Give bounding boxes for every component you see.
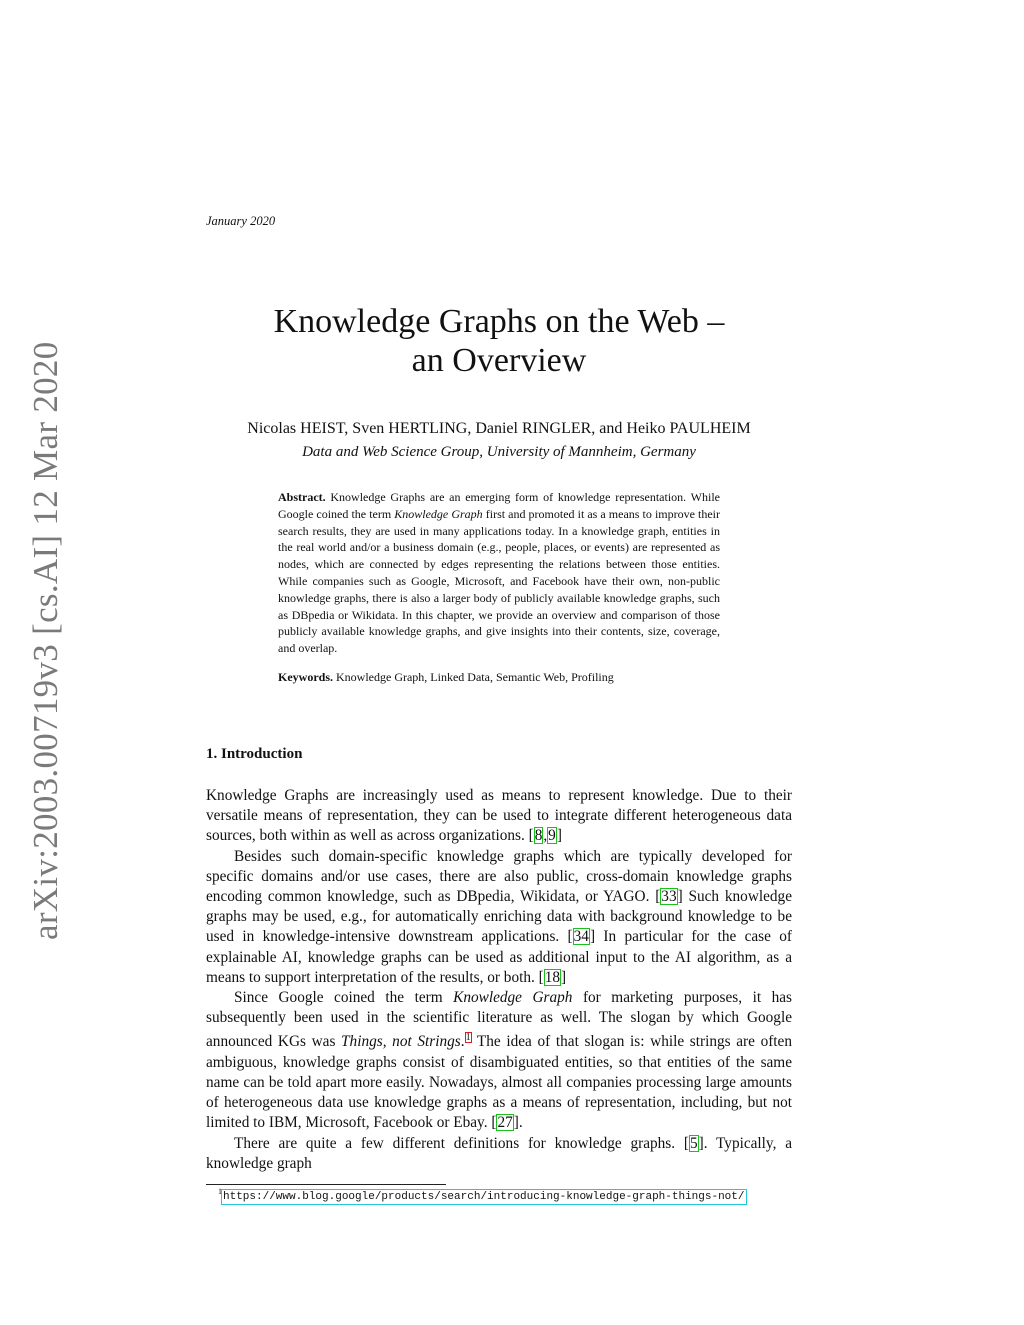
citation-link-27[interactable]: 27 xyxy=(497,1114,513,1132)
abstract-text-2: first and promoted it as a means to improve their search results, they are used in many applications today. In a knowledge graph, entities in the real world and/or a business domain (e.g., people, places, or events) are represented as nodes, which are connected by edges representing the relations between those entities. While companies such as Google, Microsoft, and Facebook have their own, non-public knowledge graphs, there is also a larger body of publicly available knowledge graphs, such as DBpedia or Wikidata. In this chapter, we provide an overview and comparison of those publicly available knowledge graphs, and give insights into their contents, size, coverage, and overlap. xyxy=(278,506,720,656)
paragraph-1 xyxy=(206,786,792,847)
keywords xyxy=(278,670,720,685)
abstract-text-1: Knowledge Graphs are an emerging form of knowledge representation. While Google coined the term xyxy=(278,490,720,521)
paragraph-4 xyxy=(206,1134,792,1174)
paper-title xyxy=(206,302,792,380)
paragraph-3 xyxy=(206,988,792,1134)
keywords-label: Keywords. xyxy=(278,670,333,684)
footnote xyxy=(218,1187,745,1203)
citation-bracket: ] xyxy=(556,827,562,845)
citation-link-18[interactable]: 18 xyxy=(544,968,561,986)
paragraph-text: There are quite a few different definitions for knowledge graphs. [ xyxy=(234,1134,689,1152)
citation-link-8[interactable]: 8 xyxy=(534,827,543,845)
citation-link-34[interactable]: 34 xyxy=(573,928,589,946)
citation-link-5[interactable]: 5 xyxy=(689,1134,698,1152)
paragraph-text: . xyxy=(460,1033,465,1051)
paragraph-text: ]. Typically, a knowledge graph xyxy=(206,1134,792,1172)
emphasis-text: Things, not Strings xyxy=(341,1033,461,1051)
affiliation: Data and Web Science Group, University of Mannheim, Germany xyxy=(302,444,696,460)
abstract-emphasis: Knowledge Graph xyxy=(394,506,483,521)
footnote-link-1[interactable]: 1 xyxy=(465,1032,471,1044)
paragraph-2 xyxy=(206,847,792,988)
title-line-2: an Overview xyxy=(411,342,587,379)
footnote-number: 1 xyxy=(218,1187,222,1196)
paragraph-text: Since Google coined the term xyxy=(234,989,454,1007)
keywords-text: Knowledge Graph, Linked Data, Semantic Web, Profiling xyxy=(336,670,614,684)
paragraph-text: Besides such domain-specific knowledge graphs which are typically developed for specific domains and/or use cases, there are also public, cross-domain knowledge graphs encoding common knowledge, such as DBpedia, Wikidata, or YAGO. [ xyxy=(206,847,792,906)
paragraph-text: for marketing purposes, it has subsequently been used in the scientific literature as well. The slogan by which Google announced KGs was xyxy=(206,989,792,1051)
emphasis-text: Knowledge Graph xyxy=(453,989,573,1007)
paragraph-text: ] In particular for the case of explainable AI, knowledge graphs can be used as additional input to the AI algorithm, as a means to support interpretation of the results, or both. [ xyxy=(206,928,792,986)
citation-separator: , xyxy=(543,827,548,845)
citation-link-33[interactable]: 33 xyxy=(661,888,677,906)
arxiv-identifier: arXiv:2003.00719v3 [cs.AI] 12 Mar 2020 xyxy=(26,341,65,940)
header-date: January 2020 xyxy=(206,214,276,228)
abstract xyxy=(278,489,720,657)
title-line-1: Knowledge Graphs on the Web – xyxy=(273,303,725,340)
section-heading-introduction: 1. Introduction xyxy=(206,746,303,762)
paragraph-text: ]. xyxy=(513,1114,523,1132)
paragraph-text: The idea of that slogan is: while strings are often ambiguous, knowledge graphs consist of disambiguated entities, so that entities of the same name can be told apart more easily. Nowadays, almost all companies processing large amounts of heterogeneous data use knowledge graphs as a means of representation, including, but not limited to IBM, Microsoft, Facebook or Ebay. [ xyxy=(206,1033,792,1132)
footnote-url-link[interactable]: https://www.blog.google/products/search/introducing-knowledge-graph-things-not/ xyxy=(223,1190,745,1203)
citation-bracket: ] xyxy=(561,968,567,986)
paragraph-text: Knowledge Graphs are increasingly used as means to represent knowledge. Due to their versatile means of representation, they can be used to integrate different heterogeneous data sources, both within as well as across organizations. [ xyxy=(206,787,792,845)
author-list: Nicolas HEIST, Sven HERTLING, Daniel RINGLER, and Heiko PAULHEIM xyxy=(247,420,751,437)
citation-link-9[interactable]: 9 xyxy=(548,827,556,845)
abstract-label: Abstract. xyxy=(278,490,326,504)
introduction-body xyxy=(206,786,792,1174)
paragraph-text: ] Such knowledge graphs may be used, e.g., for automatically enriching data with background knowledge to be used in knowledge-intensive downstream applications. [ xyxy=(206,888,792,946)
footnote-divider xyxy=(206,1184,446,1185)
